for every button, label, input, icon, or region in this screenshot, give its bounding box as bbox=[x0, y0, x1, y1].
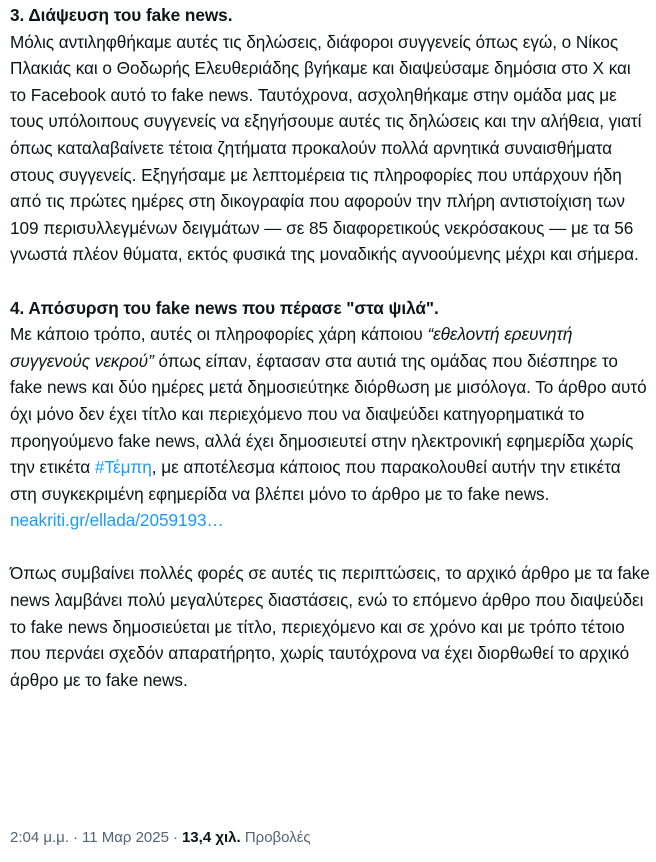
tweet-date: 11 Μαρ 2025 bbox=[81, 829, 169, 846]
article-link[interactable]: neakriti.gr/ellada/2059193… bbox=[10, 510, 224, 531]
section-4-heading: 4. Απόσυρση του fake news που πέρασε "στα ψιλά". bbox=[10, 297, 439, 318]
section-3 bbox=[10, 2, 650, 268]
hashtag-link[interactable]: #Τέμπη bbox=[94, 457, 152, 478]
section-4-text-part2: όπως είπαν, έφτασαν στα αυτιά της ομάδας που διέσπηρε το fake news και δύο ημέρες μετά δημοσιεύτηκε διόρθωση με μισόλογα. Το άρθρο αυτό όχι μόνο δεν έχει τίτλο και περιεχόμενο που να διαψεύδει κατηγορηματικά το προηγούμενο fake news, αλλά έχει δημοσιευτεί στην ηλεκτρονική εφημερίδα χωρίς την ετικέτα bbox=[10, 350, 647, 478]
tweet-time: 2:04 μ.μ. bbox=[10, 829, 69, 846]
meta-separator: · bbox=[172, 829, 178, 846]
closing-paragraph: Όπως συμβαίνει πολλές φορές σε αυτές τις περιπτώσεις, το αρχικό άρθρο με τα fake news λαμβάνει πολύ μεγαλύτερες διαστάσεις, ενώ το επόμενο άρθρο που διαψεύδει το fake news δημοσιεύεται με τίτλο, περιεχόμενο και σε χρόνο και με τρόπο τέτοιο που περνάει σχεδόν απαρατήρητο, χωρίς ταυτόχρονα να έχει διορθωθεί το αρχικό άρθρο με το fake news. bbox=[10, 563, 650, 690]
section-4 bbox=[10, 295, 650, 534]
paragraph-gap bbox=[10, 268, 650, 295]
views-label: Προβολές bbox=[244, 829, 311, 846]
tweet-meta bbox=[10, 828, 311, 848]
meta-separator: · bbox=[72, 829, 78, 846]
section-4-text-part1: Με κάποιο τρόπο, αυτές οι πληροφορίες χάρη κάποιου bbox=[10, 324, 428, 345]
timestamp-link[interactable] bbox=[10, 829, 169, 846]
section-3-text: Μόλις αντιληφθήκαμε αυτές τις δηλώσεις, διάφοροι συγγενείς όπως εγώ, ο Νίκος Πλακιάς και ο Θοδωρής Ελευθεριάδης βγήκαμε και διαψεύσαμε δημόσια στο X και το Facebook αυτό το fake news. Ταυτόχρονα, ασχοληθήκαμε στην ομάδα μας με τους υπόλοιπους συγγενείς να εξηγήσουμε αυτές τις δηλώσεις και την αλήθεια, γιατί όπως καταλαβαίνετε τέτοια ζητήματα προκαλούν πολλά αρνητικά συναισθήματα στους συγγενείς. Εξηγήσαμε με λεπτομέρεια τις πληροφορίες που υπάρχουν ήδη από τις πρώτες ημέρες στη δικογραφία που αφορούν την πλήρη αντιστοίχιση των 109 περισυλλεγμένων δειγμάτων — σε 85 διαφορετικούς νεκρόσακους — με τα 56 γνωστά πλέον θύματα, εκτός φυσικά της μοναδικής αγνοούμενης μέχρι και σήμερα. bbox=[10, 31, 642, 265]
section-4-quote: “εθελοντή ερευνητή συγγενούς νεκρού” bbox=[10, 324, 573, 371]
tweet-body bbox=[10, 2, 650, 693]
section-4-text-part3: , με αποτέλεσμα κάποιος που παρακολουθεί αυτήν την ετικέτα στη συγκεκριμένη εφημερίδα να βλέπει μόνο το άρθρο με το fake news. bbox=[10, 457, 621, 504]
section-3-heading: 3. Διάψευση του fake news. bbox=[10, 5, 233, 25]
paragraph-gap bbox=[10, 534, 650, 561]
views-count: 13,4 χιλ. bbox=[181, 829, 241, 846]
